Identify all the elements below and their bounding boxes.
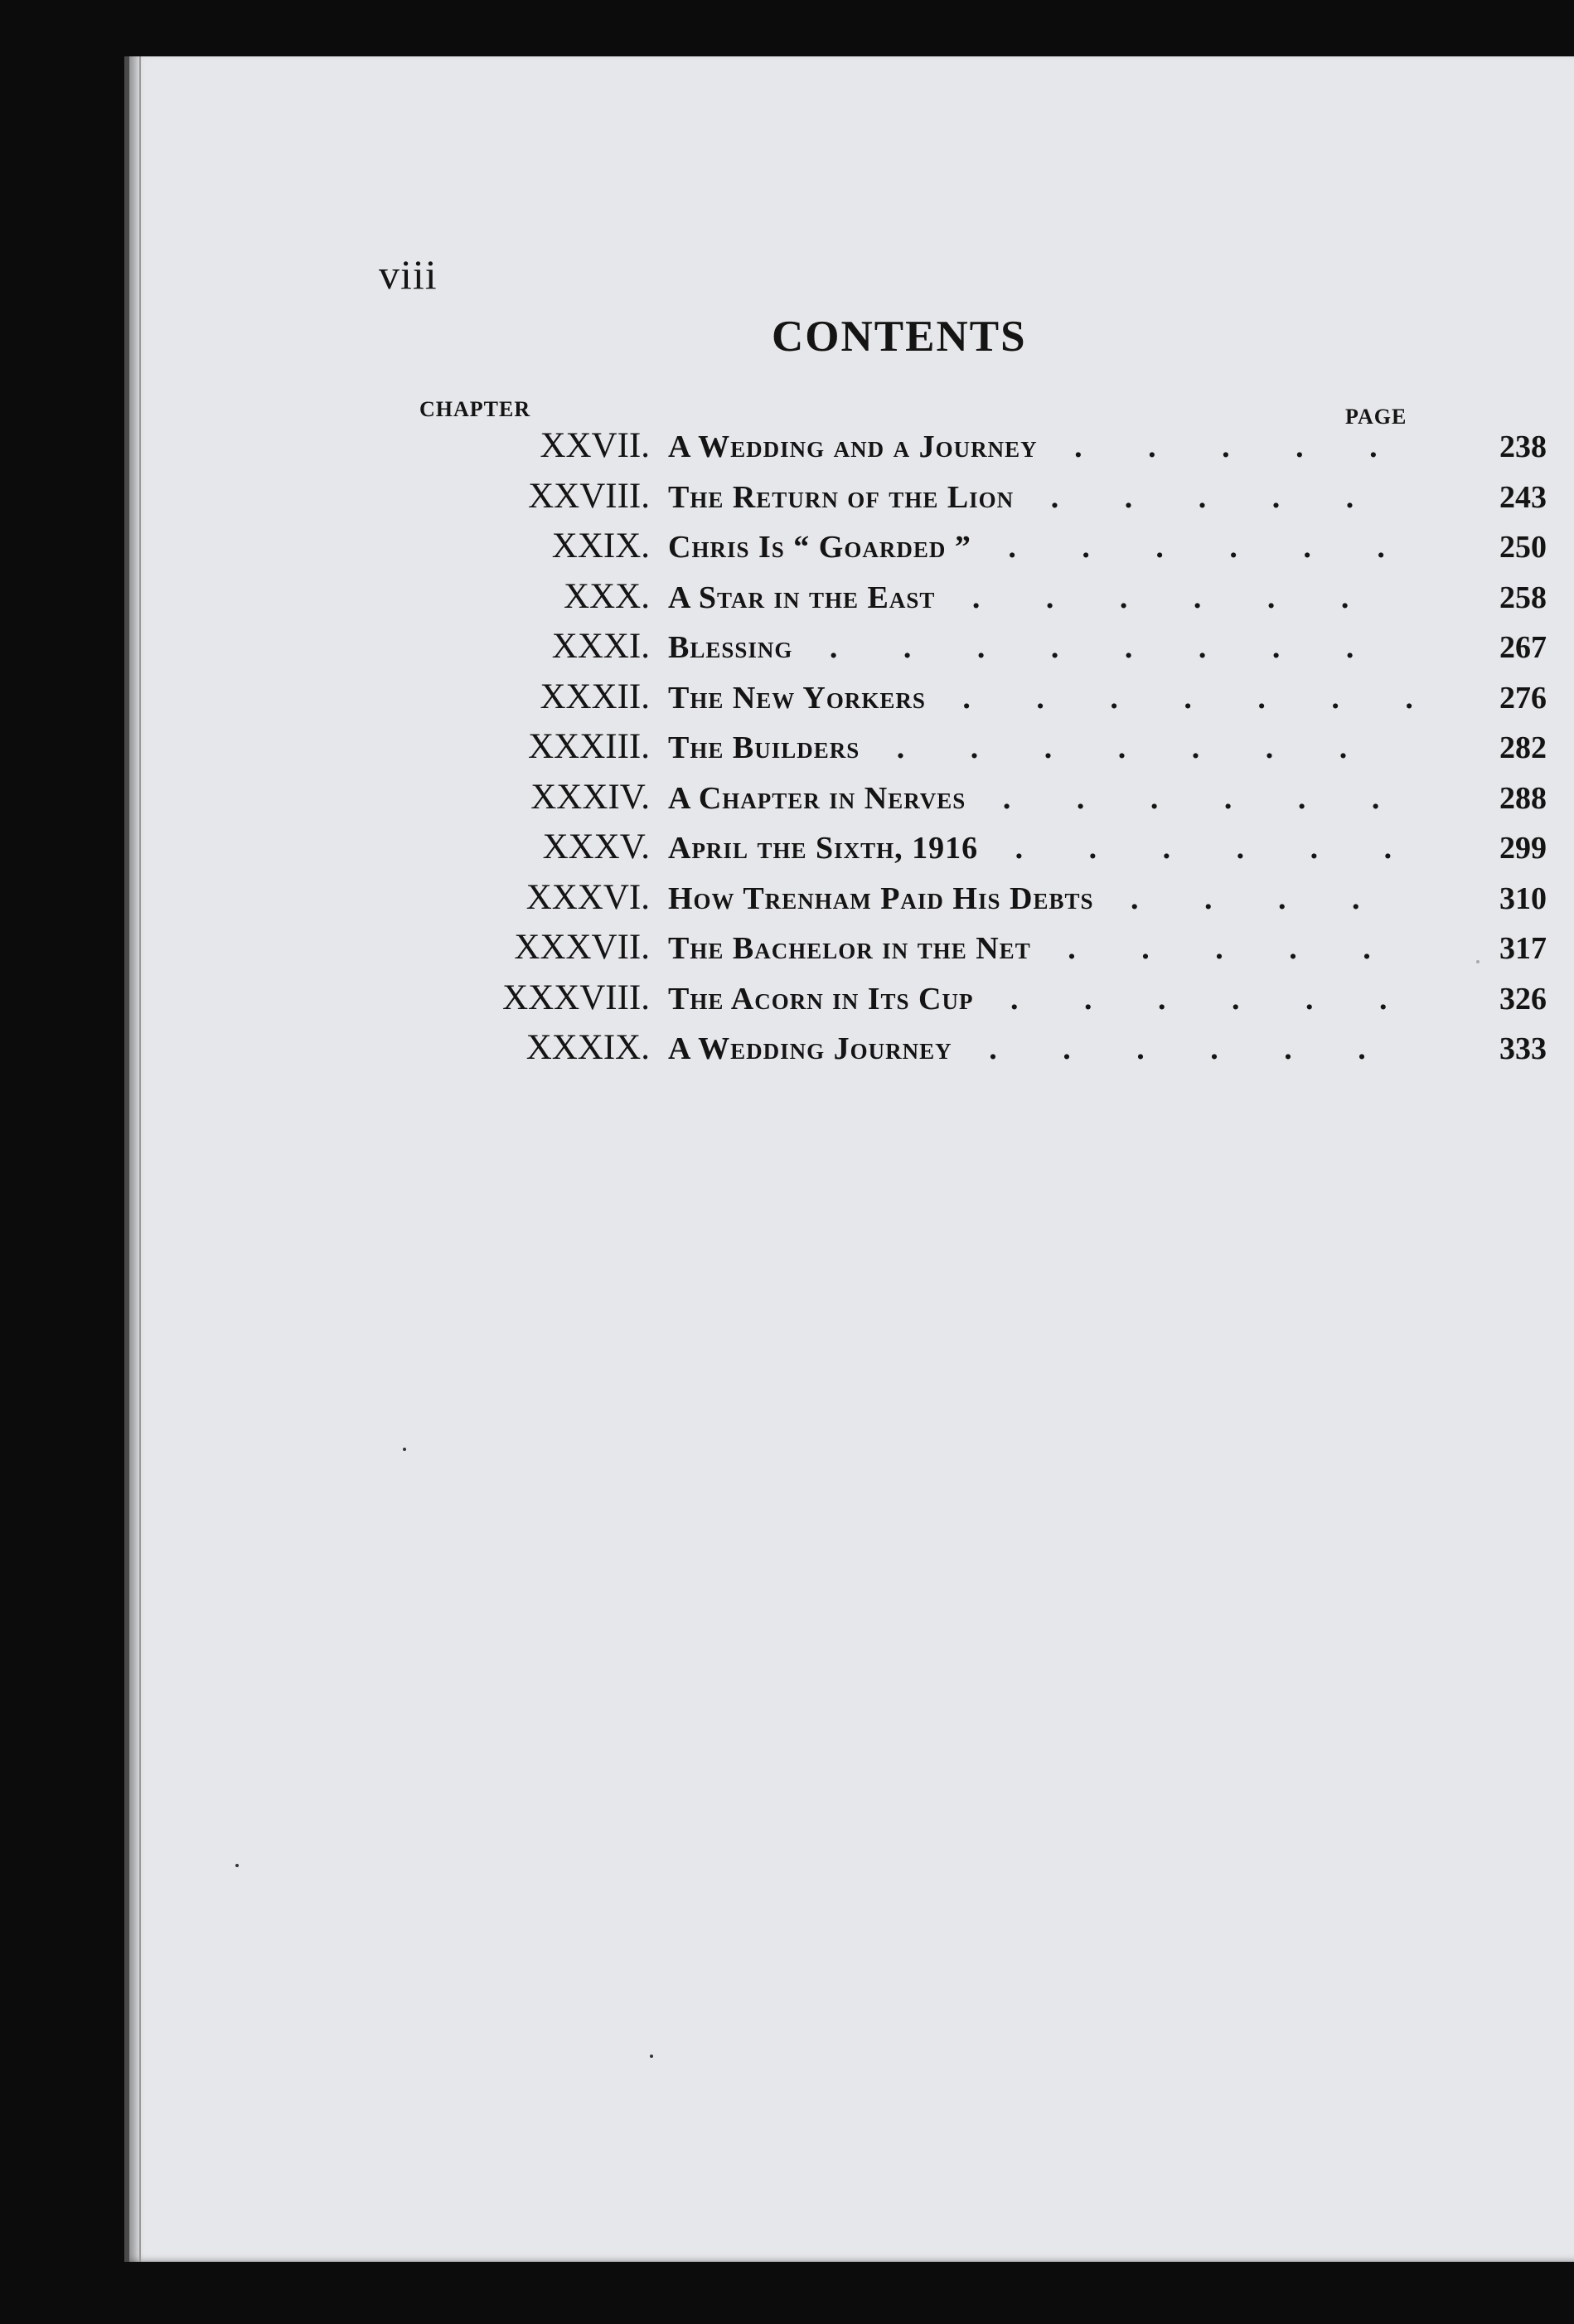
scan-speck [1476,960,1480,963]
chapter-page: 250 [1499,530,1547,565]
scan-speck [403,1448,406,1451]
scan-speck [235,1864,239,1867]
chapter-number: XXX. [564,576,650,616]
chapter-page: 333 [1499,1031,1547,1066]
chapter-page: 310 [1499,881,1547,916]
toc-entry [337,923,1547,973]
chapter-number: XXXIV. [530,777,650,817]
toc-entry [337,973,1547,1024]
toc-entry [337,773,1547,823]
toc-entry [337,472,1547,522]
chapter-title: A Chapter in Nerves . . . [668,774,1414,824]
chapter-page: 288 [1499,780,1547,816]
chapter-page: 258 [1499,580,1547,615]
toc-entry [337,672,1547,723]
chapter-column-label: CHAPTER [419,397,531,421]
page-number: viii [379,251,438,298]
chapter-title: A Wedding Journey . . . [668,1024,1414,1075]
chapter-number: XXXIII. [528,727,650,766]
chapter-title: Blessing . . . [668,623,1414,673]
toc-entry [337,1023,1547,1074]
chapter-title: Chris Is “ Goarded ” . . . [668,522,1414,573]
chapter-title: How Trenham Paid His Debts . . . [668,874,1414,924]
contents-heading: CONTENTS [772,313,1027,361]
chapter-page: 276 [1499,680,1547,716]
chapter-page: 238 [1499,429,1547,464]
chapter-number: XXXVI. [525,877,650,917]
chapter-number: XXXII. [540,677,650,716]
chapter-title: The Builders . . . [668,723,1414,774]
chapter-number: XXXI. [551,627,650,666]
toc-entry [337,722,1547,773]
chapter-title: The New Yorkers . . . [668,673,1414,724]
chapter-number: XXXIX. [525,1028,650,1067]
chapter-title: The Acorn in Its Cup . . . [668,974,1414,1025]
toc-entry [337,421,1547,472]
toc-entry [337,822,1547,873]
chapter-number: XXXV. [542,827,650,866]
chapter-number: XXXVII. [514,928,650,967]
chapter-title: The Return of the Lion . . . [668,473,1414,523]
chapter-title: A Star in the East . . . [668,573,1414,623]
toc-entry [337,522,1547,572]
chapter-page: 299 [1499,831,1547,866]
book-page [124,56,1574,2262]
chapter-page: 243 [1499,479,1547,515]
table-of-contents [337,421,1547,1074]
chapter-page: 326 [1499,981,1547,1016]
scan-speck [650,2055,653,2058]
chapter-title: A Wedding and a Journey . . . [668,422,1414,473]
chapter-number: XXXVIII. [502,978,650,1017]
chapter-page: 267 [1499,630,1547,665]
chapter-page: 317 [1499,931,1547,966]
toc-entry [337,622,1547,672]
chapter-number: XXVIII. [528,476,650,516]
chapter-page: 282 [1499,730,1547,765]
chapter-title: The Bachelor in the Net . . . [668,924,1414,974]
toc-entry [337,572,1547,623]
page-column-label: PAGE [1345,405,1407,429]
chapter-number: XXIX. [551,526,650,565]
chapter-title: April the Sixth, 1916 . . . [668,823,1414,874]
chapter-number: XXVII. [540,426,650,465]
toc-entry [337,873,1547,924]
